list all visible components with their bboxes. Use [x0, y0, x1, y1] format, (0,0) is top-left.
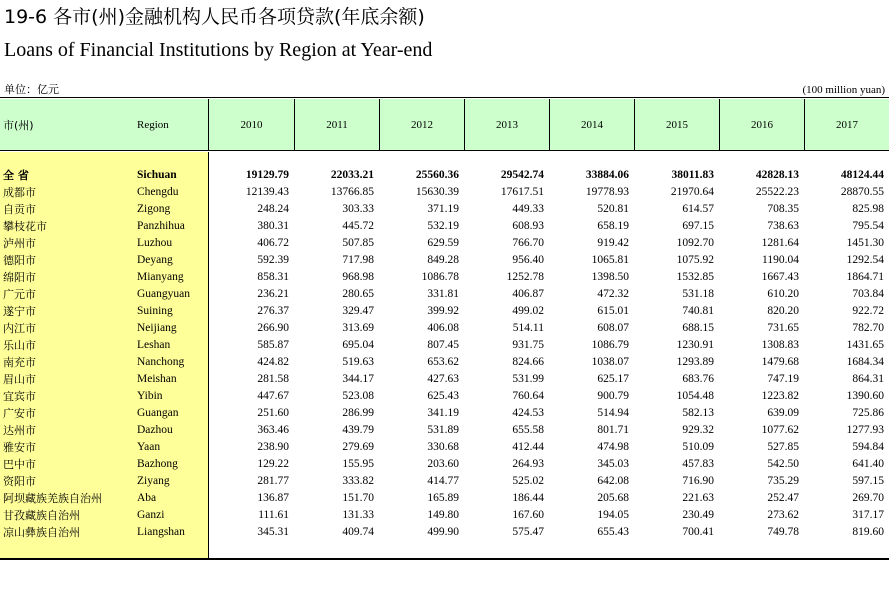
region-name-en: Yaan: [137, 441, 161, 453]
loan-value: 406.08: [427, 322, 459, 334]
loan-value: 264.93: [512, 458, 544, 470]
loan-value: 129.22: [257, 458, 289, 470]
loan-value: 514.94: [597, 407, 629, 419]
region-name-cn: 广元市: [3, 288, 36, 301]
loan-value: 317.17: [852, 509, 884, 521]
header-year: 2016: [719, 99, 804, 150]
loan-value: 1038.07: [591, 356, 629, 368]
table-row-total: [0, 167, 889, 184]
header-year: 2013: [464, 99, 549, 150]
region-name-en: Dazhou: [137, 424, 173, 436]
loan-value: 406.72: [257, 237, 289, 249]
table-row: [0, 456, 889, 473]
table-row: [0, 320, 889, 337]
region-name-cn: 阿坝藏族羌族自治州: [3, 492, 102, 505]
loan-value: 252.47: [767, 492, 799, 504]
loan-value: 614.57: [682, 203, 714, 215]
loan-value: 1086.79: [591, 339, 629, 351]
loan-value: 575.47: [512, 526, 544, 538]
loan-value: 136.87: [257, 492, 289, 504]
loan-value: 1230.91: [676, 339, 714, 351]
loan-value: 331.81: [427, 288, 459, 300]
loan-value: 615.01: [597, 305, 629, 317]
loan-value: 700.41: [682, 526, 714, 538]
loan-value: 608.93: [512, 220, 544, 232]
loan-value: 956.40: [512, 254, 544, 266]
region-name-en: Panzhihua: [137, 220, 185, 232]
loan-value: 683.76: [682, 373, 714, 385]
loan-value: 731.65: [767, 322, 799, 334]
loan-value: 281.77: [257, 475, 289, 487]
loan-value: 717.98: [342, 254, 374, 266]
loan-value: 269.70: [852, 492, 884, 504]
loan-value: 531.89: [427, 424, 459, 436]
table-row: [0, 269, 889, 286]
loan-value: 345.31: [257, 526, 289, 538]
loan-value: 819.60: [852, 526, 884, 538]
table-row: [0, 235, 889, 252]
loan-value: 251.60: [257, 407, 289, 419]
loan-value: 149.80: [427, 509, 459, 521]
loan-value: 625.43: [427, 390, 459, 402]
loan-value: 447.67: [257, 390, 289, 402]
loan-value: 21970.64: [670, 186, 714, 198]
loan-value: 1398.50: [591, 271, 629, 283]
region-name-cn: 自贡市: [3, 203, 36, 216]
header-region-cn: 市(州): [3, 118, 34, 132]
header-year: 2011: [294, 99, 379, 150]
loan-value: 594.84: [852, 441, 884, 453]
loan-value: 1065.81: [591, 254, 629, 266]
loan-value: 931.75: [512, 339, 544, 351]
loan-value: 371.19: [427, 203, 459, 215]
loan-value: 42828.13: [755, 169, 799, 181]
table-row: [0, 422, 889, 439]
loan-value: 330.68: [427, 441, 459, 453]
loan-value: 313.69: [342, 322, 374, 334]
loan-value: 151.70: [342, 492, 374, 504]
loan-value: 592.39: [257, 254, 289, 266]
loan-value: 344.17: [342, 373, 374, 385]
loan-value: 1190.04: [762, 254, 799, 266]
loan-value: 329.47: [342, 305, 374, 317]
region-name-cn: 资阳市: [3, 475, 36, 488]
loan-value: 22033.21: [330, 169, 374, 181]
loan-value: 582.13: [682, 407, 714, 419]
loan-value: 414.77: [427, 475, 459, 487]
loan-value: 13766.85: [330, 186, 374, 198]
loan-value: 236.21: [257, 288, 289, 300]
region-name-en: Guangyuan: [137, 288, 191, 300]
loan-value: 610.20: [767, 288, 799, 300]
region-name-en: Sichuan: [137, 169, 177, 181]
loan-value: 273.62: [767, 509, 799, 521]
loan-value: 333.82: [342, 475, 374, 487]
loan-value: 48124.44: [840, 169, 884, 181]
table-row: [0, 490, 889, 507]
loan-value: 279.69: [342, 441, 374, 453]
region-name-cn: 巴中市: [3, 458, 36, 471]
loan-value: 1223.82: [761, 390, 799, 402]
loan-value: 449.33: [512, 203, 544, 215]
loan-value: 1292.54: [846, 254, 884, 266]
loan-value: 760.64: [512, 390, 544, 402]
region-name-cn: 眉山市: [3, 373, 36, 386]
loan-value: 399.92: [427, 305, 459, 317]
loan-value: 1390.60: [846, 390, 884, 402]
region-name-cn: 绵阳市: [3, 271, 36, 284]
table-row: [0, 371, 889, 388]
loan-value: 276.37: [257, 305, 289, 317]
loan-value: 585.87: [257, 339, 289, 351]
loan-value: 608.07: [597, 322, 629, 334]
loan-value: 474.98: [597, 441, 629, 453]
table-row: [0, 507, 889, 524]
region-name-cn: 凉山彝族自治州: [3, 526, 80, 539]
region-name-en: Neijiang: [137, 322, 177, 334]
region-name-cn: 全 省: [3, 169, 29, 182]
table-row: [0, 524, 889, 541]
region-name-cn: 遂宁市: [3, 305, 36, 318]
loan-value: 19129.79: [245, 169, 289, 181]
loan-value: 1281.64: [761, 237, 799, 249]
loan-value: 28870.55: [840, 186, 884, 198]
loan-value: 519.63: [342, 356, 374, 368]
loan-value: 520.81: [597, 203, 629, 215]
loan-value: 525.02: [512, 475, 544, 487]
table-row: [0, 354, 889, 371]
table-row: [0, 405, 889, 422]
loan-value: 738.63: [767, 220, 799, 232]
loan-value: 19778.93: [585, 186, 629, 198]
loan-value: 629.59: [427, 237, 459, 249]
loan-value: 716.90: [682, 475, 714, 487]
region-name-cn: 雅安市: [3, 441, 36, 454]
loan-value: 782.70: [852, 322, 884, 334]
table-row: [0, 439, 889, 456]
loan-value: 412.44: [512, 441, 544, 453]
table-row: [0, 337, 889, 354]
loan-value: 514.11: [512, 322, 544, 334]
header-year: 2017: [804, 99, 889, 150]
loan-value: 641.40: [852, 458, 884, 470]
region-name-cn: 广安市: [3, 407, 36, 420]
loan-value: 825.98: [852, 203, 884, 215]
loan-value: 820.20: [767, 305, 799, 317]
loan-value: 542.50: [767, 458, 799, 470]
loan-value: 424.82: [257, 356, 289, 368]
loan-value: 653.62: [427, 356, 459, 368]
loan-value: 427.63: [427, 373, 459, 385]
loan-value: 409.74: [342, 526, 374, 538]
table-row: [0, 218, 889, 235]
loan-value: 625.17: [597, 373, 629, 385]
loan-value: 472.32: [597, 288, 629, 300]
loan-value: 1277.93: [846, 424, 884, 436]
loan-value: 281.58: [257, 373, 289, 385]
region-name-cn: 德阳市: [3, 254, 36, 267]
loan-value: 33884.06: [585, 169, 629, 181]
loan-value: 380.31: [257, 220, 289, 232]
loan-value: 749.78: [767, 526, 799, 538]
loan-value: 445.72: [342, 220, 374, 232]
loan-value: 186.44: [512, 492, 544, 504]
page-title-cn: 19-6 各市(州)金融机构人民币各项贷款(年底余额): [4, 6, 425, 28]
region-name-en: Nanchong: [137, 356, 185, 368]
loan-value: 695.04: [342, 339, 374, 351]
loan-value: 900.79: [597, 390, 629, 402]
region-name-en: Deyang: [137, 254, 173, 266]
loan-value: 725.86: [852, 407, 884, 419]
loan-value: 29542.74: [500, 169, 544, 181]
region-name-en: Chengdu: [137, 186, 179, 198]
loan-value: 238.90: [257, 441, 289, 453]
region-name-en: Ganzi: [137, 509, 165, 521]
loan-value: 795.54: [852, 220, 884, 232]
loan-value: 531.99: [512, 373, 544, 385]
region-name-cn: 乐山市: [3, 339, 36, 352]
loan-value: 807.45: [427, 339, 459, 351]
loan-value: 155.95: [342, 458, 374, 470]
loan-value: 131.33: [342, 509, 374, 521]
header-year: 2014: [549, 99, 634, 150]
loan-value: 507.85: [342, 237, 374, 249]
table-row: [0, 303, 889, 320]
loan-value: 735.29: [767, 475, 799, 487]
loan-value: 824.66: [512, 356, 544, 368]
table-header: [0, 99, 889, 151]
table-body: [0, 167, 889, 541]
region-name-en: Mianyang: [137, 271, 184, 283]
region-name-en: Ziyang: [137, 475, 170, 487]
region-name-cn: 泸州市: [3, 237, 36, 250]
table-row: [0, 286, 889, 303]
loan-value: 194.05: [597, 509, 629, 521]
region-name-en: Guangan: [137, 407, 179, 419]
loan-value: 286.99: [342, 407, 374, 419]
loan-value: 532.19: [427, 220, 459, 232]
region-name-en: Yibin: [137, 390, 163, 402]
region-name-en: Bazhong: [137, 458, 178, 470]
loan-value: 439.79: [342, 424, 374, 436]
loan-value: 849.28: [427, 254, 459, 266]
region-name-en: Meishan: [137, 373, 177, 385]
loan-value: 1308.83: [761, 339, 799, 351]
header-year: 2012: [379, 99, 464, 150]
loan-value: 203.60: [427, 458, 459, 470]
loan-value: 1077.62: [761, 424, 799, 436]
region-name-en: Leshan: [137, 339, 171, 351]
loan-value: 1092.70: [676, 237, 714, 249]
loan-value: 12139.43: [245, 186, 289, 198]
loan-value: 703.84: [852, 288, 884, 300]
loan-value: 922.72: [852, 305, 884, 317]
loan-value: 424.53: [512, 407, 544, 419]
region-name-en: Luzhou: [137, 237, 173, 249]
loan-value: 25560.36: [415, 169, 459, 181]
loan-value: 1252.78: [506, 271, 544, 283]
loan-value: 1479.68: [761, 356, 799, 368]
loan-value: 747.19: [767, 373, 799, 385]
table-row: [0, 184, 889, 201]
loan-value: 167.60: [512, 509, 544, 521]
loan-value: 688.15: [682, 322, 714, 334]
table-bottom-rule: [0, 558, 889, 560]
loan-value: 248.24: [257, 203, 289, 215]
loan-value: 968.98: [342, 271, 374, 283]
loan-value: 17617.51: [500, 186, 544, 198]
page-title-en: Loans of Financial Institutions by Region at Year-end: [4, 39, 433, 61]
region-name-cn: 攀枝花市: [3, 220, 47, 233]
loan-value: 266.90: [257, 322, 289, 334]
loan-value: 655.58: [512, 424, 544, 436]
header-year: 2015: [634, 99, 719, 150]
loan-value: 523.08: [342, 390, 374, 402]
loan-value: 740.81: [682, 305, 714, 317]
loan-value: 510.09: [682, 441, 714, 453]
table-top-rule: [0, 97, 889, 98]
loan-value: 697.15: [682, 220, 714, 232]
loan-value: 230.49: [682, 509, 714, 521]
loan-value: 1054.48: [676, 390, 714, 402]
loan-value: 531.18: [682, 288, 714, 300]
loan-value: 1684.34: [846, 356, 884, 368]
loan-value: 655.43: [597, 526, 629, 538]
unit-label-cn: 单位：亿元: [4, 83, 59, 96]
loan-value: 457.83: [682, 458, 714, 470]
loan-value: 1667.43: [761, 271, 799, 283]
loan-value: 766.70: [512, 237, 544, 249]
loan-value: 1532.85: [676, 271, 714, 283]
loan-value: 111.61: [258, 509, 289, 521]
loan-value: 38011.83: [671, 169, 714, 181]
loan-value: 864.31: [852, 373, 884, 385]
loan-value: 303.33: [342, 203, 374, 215]
loan-value: 801.71: [597, 424, 629, 436]
region-name-en: Aba: [137, 492, 157, 504]
region-name-en: Suining: [137, 305, 173, 317]
loan-value: 929.32: [682, 424, 714, 436]
loan-value: 341.19: [427, 407, 459, 419]
loan-value: 639.09: [767, 407, 799, 419]
table-row: [0, 473, 889, 490]
region-name-cn: 南充市: [3, 356, 36, 369]
loan-value: 597.15: [852, 475, 884, 487]
header-region-en: Region: [137, 118, 169, 131]
loan-value: 1075.92: [676, 254, 714, 266]
loan-value: 658.19: [597, 220, 629, 232]
region-name-cn: 达州市: [3, 424, 36, 437]
loan-value: 15630.39: [415, 186, 459, 198]
table-row: [0, 388, 889, 405]
header-year: 2010: [208, 99, 294, 150]
loan-value: 205.68: [597, 492, 629, 504]
unit-label-en: (100 million yuan): [802, 84, 885, 96]
loan-value: 25522.23: [755, 186, 799, 198]
region-name-cn: 宜宾市: [3, 390, 36, 403]
loan-value: 1451.30: [846, 237, 884, 249]
loan-value: 499.02: [512, 305, 544, 317]
region-name-cn: 甘孜藏族自治州: [3, 509, 80, 522]
loan-value: 527.85: [767, 441, 799, 453]
loan-value: 165.89: [427, 492, 459, 504]
loan-value: 363.46: [257, 424, 289, 436]
table-row: [0, 252, 889, 269]
loan-value: 919.42: [597, 237, 629, 249]
loan-value: 406.87: [512, 288, 544, 300]
region-name-en: Zigong: [137, 203, 171, 215]
region-name-cn: 内江市: [3, 322, 36, 335]
loan-value: 642.08: [597, 475, 629, 487]
loan-value: 1293.89: [676, 356, 714, 368]
loan-value: 1086.78: [421, 271, 459, 283]
loan-value: 221.63: [682, 492, 714, 504]
loan-value: 1864.71: [846, 271, 884, 283]
loan-value: 858.31: [257, 271, 289, 283]
region-name-en: Liangshan: [137, 526, 185, 538]
loan-value: 499.90: [427, 526, 459, 538]
loan-value: 280.65: [342, 288, 374, 300]
loan-value: 708.35: [767, 203, 799, 215]
region-name-cn: 成都市: [3, 186, 36, 199]
loan-value: 1431.65: [846, 339, 884, 351]
table-row: [0, 201, 889, 218]
loan-value: 345.03: [597, 458, 629, 470]
